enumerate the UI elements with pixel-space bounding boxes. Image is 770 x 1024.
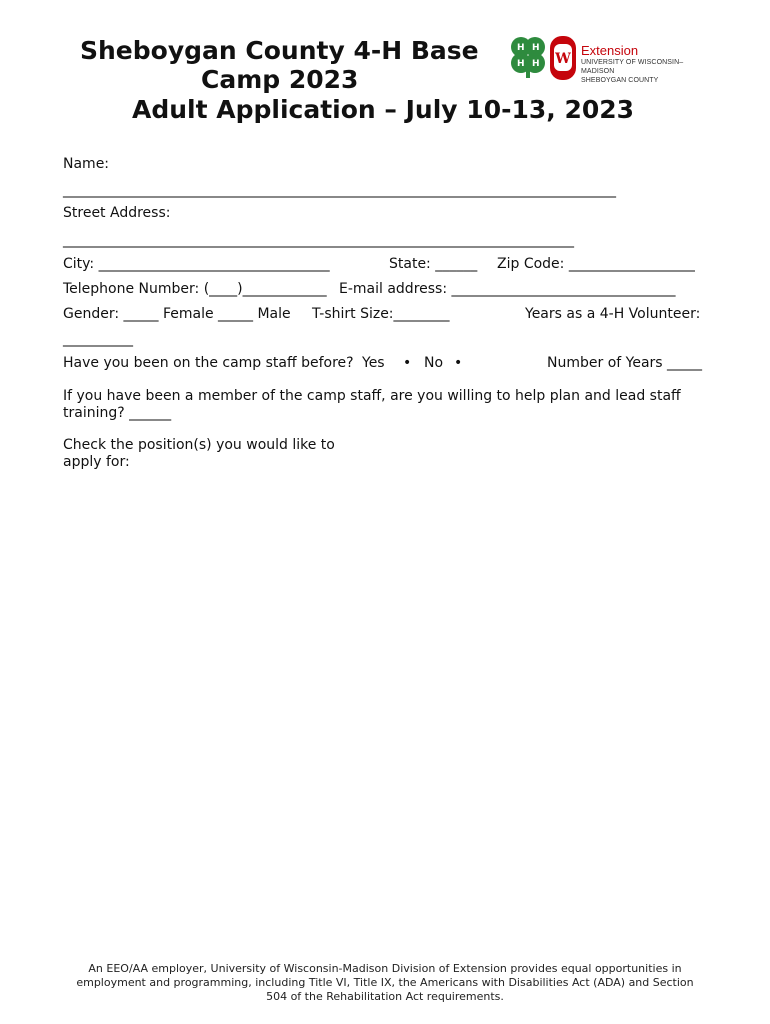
telephone-field[interactable]: Telephone Number: (____)____________: [63, 281, 327, 297]
svg-text:H: H: [517, 59, 525, 69]
zip-code-field[interactable]: Zip Code: __________________: [497, 256, 695, 272]
email-field[interactable]: E-mail address: ________________________________: [339, 281, 676, 297]
city-field[interactable]: City: _________________________________: [63, 256, 330, 272]
gender-field[interactable]: Gender: _____ Female _____ Male: [63, 306, 291, 322]
positions-label-line-2: apply for:: [63, 454, 130, 470]
extension-title: Extension: [581, 43, 639, 58]
svg-text:H: H: [517, 43, 525, 53]
no-option-label[interactable]: No: [424, 355, 444, 371]
no-bullet[interactable]: •: [454, 355, 463, 371]
name-label: Name:: [63, 156, 110, 172]
positions-label-line-1: Check the position(s) you would like to: [63, 437, 335, 453]
extension-wordmark: [581, 44, 712, 85]
footer-line-3: 504 of the Rehabilitation Act requirements.: [266, 990, 504, 1003]
years-volunteer-label: Years as a 4-H Volunteer:: [525, 306, 701, 322]
extension-university: UNIVERSITY OF WISCONSIN–MADISON: [581, 59, 684, 75]
staff-training-question: If you have been a member of the camp staff, are you willing to help plan and lead staff training? ______: [63, 388, 681, 421]
number-of-years-field[interactable]: Number of Years _____: [547, 355, 703, 371]
extension-county: SHEBOYGAN COUNTY: [581, 77, 659, 84]
yes-bullet[interactable]: •: [403, 355, 412, 371]
eeo-footer: [60, 962, 710, 1004]
title-line-1: Sheboygan County 4-H Base: [80, 36, 479, 65]
yes-option-label[interactable]: Yes: [362, 355, 385, 371]
title-line-3: Adult Application – July 10-13, 2023: [132, 95, 635, 124]
camp-staff-question: Have you been on the camp staff before?: [63, 355, 354, 371]
state-field[interactable]: State: ______: [389, 256, 478, 272]
footer-line-1: An EEO/AA employer, University of Wisconsin-Madison Division of Extension provides equal opportunities in: [88, 962, 682, 975]
svg-text:H: H: [532, 43, 540, 53]
4-h-clover-icon: [507, 35, 549, 79]
footer-line-2: employment and programming, including Title VI, Title IX, the Americans with Disabilities Act (ADA) and Section: [76, 976, 694, 989]
tshirt-size-field[interactable]: T-shirt Size:________: [312, 306, 450, 322]
header-logos: [507, 35, 712, 83]
name-field[interactable]: _______________________________________________________________________________: [63, 182, 616, 198]
uw-crest-icon: [549, 35, 577, 81]
years-volunteer-field[interactable]: __________: [63, 331, 133, 347]
svg-text:H: H: [532, 59, 540, 69]
street-address-field[interactable]: _________________________________________________________________________: [63, 232, 574, 248]
svg-text:W: W: [555, 51, 571, 67]
title-line-2: Camp 2023: [201, 65, 359, 94]
street-address-label: Street Address:: [63, 205, 171, 221]
